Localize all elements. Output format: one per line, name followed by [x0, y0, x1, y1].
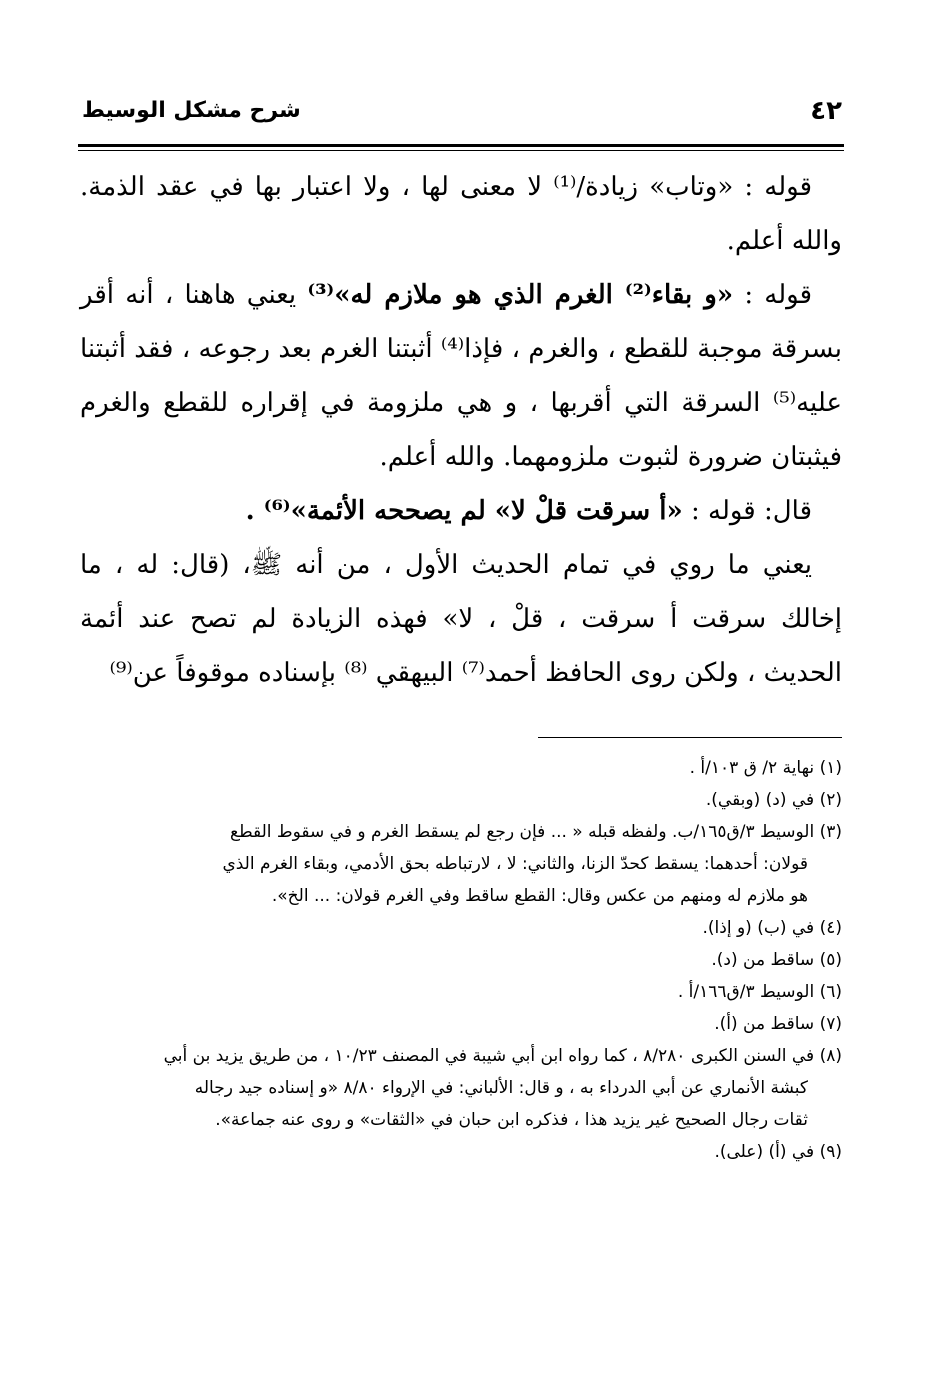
footnote-6: (٦) الوسيط ٣/ق١٦٦/أ .: [677, 982, 842, 1002]
footnote-3-line-2: قولان: أحدهما: يسقط كحدّ الزنا، والثاني: لا ، لارتباطه بحق الأدمي، وبقاء الغرم الذي: [222, 854, 808, 874]
paragraph-1: قوله : «وتاب» زيادة/⁽¹⁾ لا معنى لها ، ولا اعتبار بها في عقد الذمة. والله أعلم.: [80, 172, 842, 256]
page-header: [82, 96, 842, 136]
paragraph-3-lead: قال: قوله :: [690, 496, 812, 526]
footnote-8-line-3: ثقات رجال الصحيح غير يزيد هذا ، فذكره ابن حبان في «الثقات» و روى عنه جماعة».: [215, 1110, 808, 1130]
page-number: ٤٢: [810, 96, 842, 126]
paragraph-3: [80, 484, 842, 538]
paragraph-2-quote: «و بقاء⁽²⁾ الغرم الذي هو ملازم له»⁽³⁾: [307, 280, 734, 310]
footnote-separator: [538, 737, 842, 738]
header-rule-thin: [78, 150, 844, 151]
paragraph-3-quote: «أ سرقت قلْ لا» لم يصححه الأئمة»⁽⁶⁾ .: [245, 496, 683, 526]
main-text: [80, 160, 842, 700]
footnote-3-line-3: هو ملازم له ومنهم من عكس وقال: القطع ساقط وفي الغرم قولان: ... الخ».: [271, 886, 808, 906]
footnote-2: (٢) في (د) (وبقي).: [705, 790, 842, 810]
footnotes: [80, 752, 842, 1168]
footnote-9: (٩) في (أ) (على).: [714, 1142, 842, 1162]
footnote-1: (١) نهاية ٢/ ق ١٠٣/أ .: [689, 758, 842, 778]
footnote-8: (٨) في السنن الكبرى ٨/٢٨٠ ، كما رواه ابن أبي شيبة في المصنف ١٠/٢٣ ، من طريق يزيد بن أبي: [163, 1046, 842, 1066]
header-rule-thick: [78, 144, 844, 147]
footnote-7: (٧) ساقط من (أ).: [714, 1014, 842, 1034]
footnote-4: (٤) في (ب) (و إذا).: [702, 918, 842, 938]
footnote-5: (٥) ساقط من (د).: [711, 950, 842, 970]
paragraph-2-text: يعني هاهنا ، أنه أقر بسرقة موجبة للقطع ، والغرم ، فإذا⁽⁴⁾ أثبتنا الغرم بعد رجوعه ، فقد أثبتنا عليه⁽⁵⁾ السرقة التي أقربها ، و هي ملزومة في إقراره للقطع والغرم فيثبتان ضرورة لثبوت ملزومهما. والله أعلم.: [80, 280, 842, 472]
paragraph-2: [80, 268, 842, 484]
paragraph-4: يعني ما روي في تمام الحديث الأول ، من أنه ﷺ، (قال: له ، ما إخالك سرقت أ سرقت ، قلْ ، لا» فهذه الزيادة لم تصح عند أئمة الحديث ، ولكن روى الحافظ أحمد⁽⁷⁾ البيهقي ⁽⁸⁾ بإسناده موقوفاً عن⁽⁹⁾: [80, 550, 842, 688]
footnote-3: (٣) الوسيط ٣/ق١٦٥/ب. ولفظه قبله « ... فإن رجع لم يسقط الغرم و في سقوط القطع: [230, 822, 842, 842]
paragraph-2-lead: قوله :: [744, 280, 813, 310]
running-title: شرح مشكل الوسيط: [82, 98, 301, 123]
footnote-8-line-2: كبشة الأنماري عن أبي الدرداء به ، و قال: الألباني: في الإرواء ٨/٨٠ «و إسناده جيد رجاله: [194, 1078, 808, 1098]
